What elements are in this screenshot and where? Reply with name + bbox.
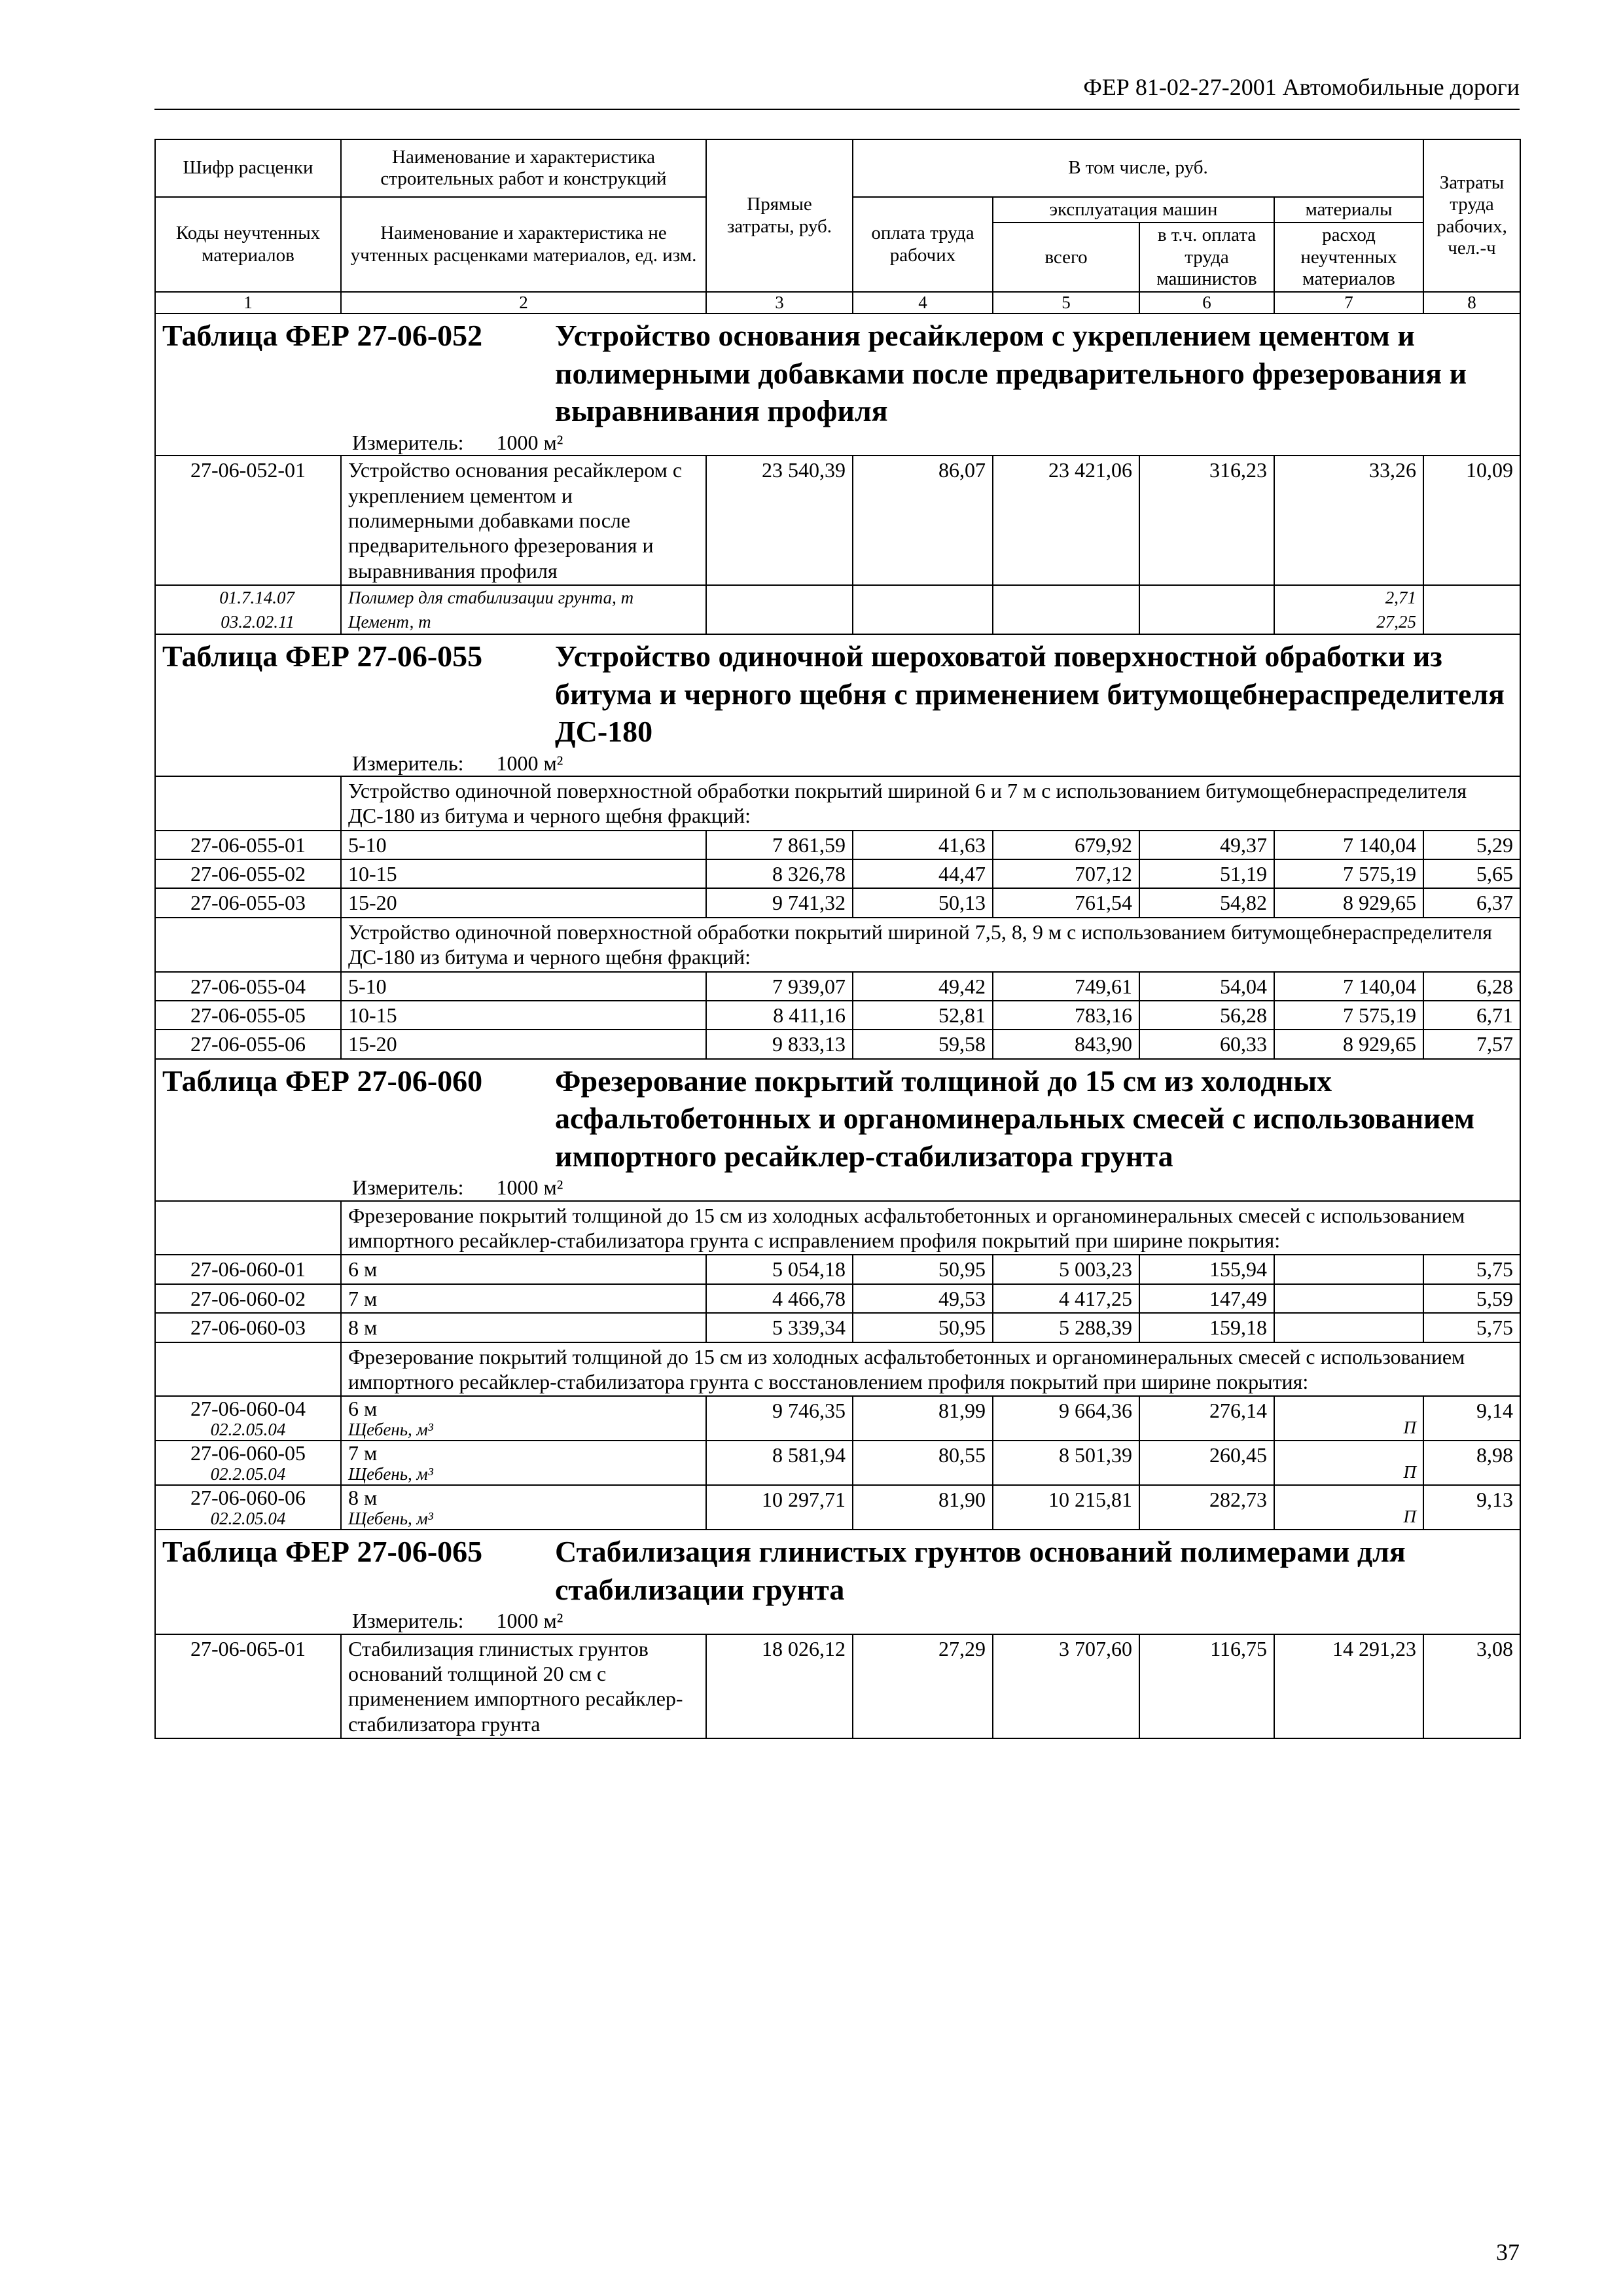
direct-cost: 8 411,16: [706, 1001, 853, 1030]
rate-name: 15-20: [341, 1030, 706, 1058]
group-row: [155, 776, 1520, 831]
head-col8: Затраты труда рабочих, чел.-ч: [1423, 139, 1520, 292]
material-qty: 27,25: [1274, 610, 1423, 634]
section-title: Устройство одиночной шероховатой поверхностной обработки из битума и черного щебня с применением битумощебнераспределителя ДС-180: [555, 639, 1505, 748]
labor-hours: 9,14: [1423, 1396, 1520, 1441]
machine-cost: 761,54: [993, 888, 1139, 917]
labor-cost: 50,13: [853, 888, 993, 917]
rate-name: 6 м: [341, 1255, 706, 1283]
direct-cost: 5 339,34: [706, 1313, 853, 1342]
labor-cost: 50,95: [853, 1313, 993, 1342]
rate-name: 15-20: [341, 888, 706, 917]
labor-cost: 52,81: [853, 1001, 993, 1030]
table-row: [155, 1030, 1520, 1058]
material-cost: [1274, 1284, 1423, 1313]
machinist-cost: 147,49: [1139, 1284, 1274, 1313]
labor-hours: 5,75: [1423, 1255, 1520, 1283]
machine-cost: 10 215,81: [993, 1485, 1139, 1530]
machinist-cost: 276,14: [1139, 1396, 1274, 1441]
section-header: [155, 314, 1520, 456]
table-row: [155, 1001, 1520, 1030]
labor-hours: 8,98: [1423, 1441, 1520, 1485]
rate-name: 6 м: [348, 1397, 378, 1421]
colnum-5: 5: [993, 292, 1139, 314]
table-row: [155, 1441, 1520, 1485]
head-col3: Прямые затраты, руб.: [706, 139, 853, 292]
section-name: Таблица ФЕР 27-06-065: [162, 1535, 483, 1569]
machinist-cost: 54,82: [1139, 888, 1274, 917]
rate-code: 27-06-055-04: [155, 972, 341, 1001]
rate-code: 27-06-060-05: [190, 1441, 306, 1465]
measure-value: 1000 м²: [496, 430, 563, 454]
machine-cost: 23 421,06: [993, 456, 1139, 585]
labor-cost: 49,42: [853, 972, 993, 1001]
table-row: [155, 1255, 1520, 1283]
machinist-cost: 49,37: [1139, 831, 1274, 859]
rate-code: 27-06-055-01: [155, 831, 341, 859]
direct-cost: 9 833,13: [706, 1030, 853, 1058]
machine-cost: 749,61: [993, 972, 1139, 1001]
material-qty: П: [1403, 1462, 1416, 1482]
direct-cost: 7 939,07: [706, 972, 853, 1001]
labor-hours: 5,65: [1423, 859, 1520, 888]
section-title: Стабилизация глинистых грунтов оснований полимерами для стабилизации грунта: [555, 1535, 1406, 1606]
labor-hours: 6,28: [1423, 972, 1520, 1001]
labor-hours: 10,09: [1423, 456, 1520, 585]
rate-name: Устройство основания ресайклером с укреплением цементом и полимерными добавками после предварительного фрезерования и выравнивания профиля: [341, 456, 706, 585]
group-row: [155, 1201, 1520, 1255]
material-code: 03.2.02.11: [155, 610, 341, 634]
header-rule: [154, 109, 1520, 110]
machinist-cost: 54,04: [1139, 972, 1274, 1001]
direct-cost: 18 026,12: [706, 1634, 853, 1739]
machine-cost: 679,92: [993, 831, 1139, 859]
labor-hours: 5,75: [1423, 1313, 1520, 1342]
material-row: [155, 585, 1520, 609]
direct-cost: 4 466,78: [706, 1284, 853, 1313]
material-cost: 33,26: [1274, 456, 1423, 585]
table-row: [155, 456, 1520, 585]
material-cost: 8 929,65: [1274, 888, 1423, 917]
material-name: Щебень, м³: [348, 1463, 433, 1484]
measure-label: Измеритель:: [352, 430, 464, 454]
table-row: [155, 1634, 1520, 1739]
section-title: Устройство основания ресайклером с укреплением цементом и полимерными добавками после предварительного фрезерования и выравнивания профиля: [555, 319, 1467, 428]
measure-label: Измеритель:: [352, 1609, 464, 1633]
rate-name: 7 м: [348, 1441, 378, 1465]
rate-name: 10-15: [341, 1001, 706, 1030]
rate-code: 27-06-060-02: [155, 1284, 341, 1313]
labor-hours: 6,37: [1423, 888, 1520, 917]
measure: [162, 751, 1513, 776]
table-row: [155, 972, 1520, 1001]
material-cost: 14 291,23: [1274, 1634, 1423, 1739]
measure-value: 1000 м²: [496, 1609, 563, 1633]
material-qty: 2,71: [1274, 585, 1423, 609]
section-name: Таблица ФЕР 27-06-055: [162, 639, 483, 673]
colnum-7: 7: [1274, 292, 1423, 314]
rate-name: 5-10: [341, 972, 706, 1001]
rate-code: 27-06-055-06: [155, 1030, 341, 1058]
group-description: Устройство одиночной поверхностной обработки покрытий шириной 6 и 7 м с использованием битумощебнераспределителя ДС-180 из битума и черного щебня фракций:: [341, 776, 1520, 831]
material-name: Цемент, т: [341, 610, 706, 634]
rate-code: 27-06-065-01: [155, 1634, 341, 1739]
material-code: 02.2.05.04: [210, 1463, 286, 1484]
labor-cost: 80,55: [853, 1441, 993, 1485]
direct-cost: 5 054,18: [706, 1255, 853, 1283]
labor-cost: 81,90: [853, 1485, 993, 1530]
group-description: Фрезерование покрытий толщиной до 15 см из холодных асфальтобетонных и органоминеральных смесей с использованием импортного ресайклер-стабилизатора грунта с исправлением профиля покрытий при ширине покрытия:: [341, 1201, 1520, 1255]
colnum-3: 3: [706, 292, 853, 314]
measure: [162, 1608, 1513, 1633]
machine-cost: 5 288,39: [993, 1313, 1139, 1342]
rate-code: 27-06-060-06: [190, 1486, 306, 1510]
measure-label: Измеритель:: [352, 751, 464, 775]
labor-hours: 5,29: [1423, 831, 1520, 859]
machinist-cost: 60,33: [1139, 1030, 1274, 1058]
machine-cost: 4 417,25: [993, 1284, 1139, 1313]
material-row: [155, 610, 1520, 634]
material-cost: 7 575,19: [1274, 859, 1423, 888]
material-cost: 7 140,04: [1274, 972, 1423, 1001]
group-description: Устройство одиночной поверхностной обработки покрытий шириной 7,5, 8, 9 м с использованием битумощебнераспределителя ДС-180 из битума и черного щебня фракций:: [341, 918, 1520, 972]
machine-cost: 843,90: [993, 1030, 1139, 1058]
rate-name: 8 м: [341, 1313, 706, 1342]
machinist-cost: 260,45: [1139, 1441, 1274, 1485]
table-row: [155, 1485, 1520, 1530]
measure: [162, 430, 1513, 455]
machine-cost: 3 707,60: [993, 1634, 1139, 1739]
colnum-8: 8: [1423, 292, 1520, 314]
measure-value: 1000 м²: [496, 751, 563, 775]
labor-cost: 44,47: [853, 859, 993, 888]
rates-table: [154, 139, 1521, 1739]
table-head-row-1: [155, 139, 1520, 197]
machine-cost: 8 501,39: [993, 1441, 1139, 1485]
direct-cost: 8 326,78: [706, 859, 853, 888]
material-cost: 7 575,19: [1274, 1001, 1423, 1030]
material-cost: 7 140,04: [1274, 831, 1423, 859]
head-incl: В том числе, руб.: [853, 139, 1423, 197]
colnum-1: 1: [155, 292, 341, 314]
machinist-cost: 159,18: [1139, 1313, 1274, 1342]
material-cost: [1274, 1313, 1423, 1342]
rate-code: 27-06-055-03: [155, 888, 341, 917]
material-name: Щебень, м³: [348, 1508, 433, 1528]
machine-cost: 5 003,23: [993, 1255, 1139, 1283]
labor-cost: 59,58: [853, 1030, 993, 1058]
direct-cost: 8 581,94: [706, 1441, 853, 1485]
measure-value: 1000 м²: [496, 1175, 563, 1200]
colnum-2: 2: [341, 292, 706, 314]
head-machines: эксплуатация машин: [993, 197, 1274, 223]
column-numbers-row: [155, 292, 1520, 314]
labor-hours: 3,08: [1423, 1634, 1520, 1739]
rate-name: 10-15: [341, 859, 706, 888]
machinist-cost: 282,73: [1139, 1485, 1274, 1530]
material-qty: П: [1403, 1417, 1416, 1437]
rate-code: 27-06-055-02: [155, 859, 341, 888]
table-row: [155, 1284, 1520, 1313]
machinist-cost: 51,19: [1139, 859, 1274, 888]
machine-cost: 783,16: [993, 1001, 1139, 1030]
material-qty: П: [1403, 1506, 1416, 1526]
section-title: Фрезерование покрытий толщиной до 15 см из холодных асфальтобетонных и органоминеральных смесей с использованием импортного ресайклер-стабилизатора грунта: [555, 1064, 1475, 1173]
direct-cost: 9 746,35: [706, 1396, 853, 1441]
section-name: Таблица ФЕР 27-06-052: [162, 319, 483, 353]
material-cost: 8 929,65: [1274, 1030, 1423, 1058]
material-name: Полимер для стабилизации грунта, т: [341, 585, 706, 609]
material-name: Щебень, м³: [348, 1420, 433, 1440]
labor-hours: 6,71: [1423, 1001, 1520, 1030]
machinist-cost: 56,28: [1139, 1001, 1274, 1030]
direct-cost: 23 540,39: [706, 456, 853, 585]
head-col5: всего: [993, 223, 1139, 292]
colnum-4: 4: [853, 292, 993, 314]
rate-code: 27-06-060-04: [190, 1397, 306, 1421]
table-row: [155, 831, 1520, 859]
table-row: [155, 888, 1520, 917]
head-col2-bottom: Наименование и характеристика не учтенных расценками материалов, ед. изм.: [341, 197, 706, 292]
material-cost: [1274, 1255, 1423, 1283]
table-row: [155, 859, 1520, 888]
measure-label: Измеритель:: [352, 1175, 464, 1200]
group-description: Фрезерование покрытий толщиной до 15 см из холодных асфальтобетонных и органоминеральных смесей с использованием импортного ресайклер-стабилизатора грунта с восстановлением профиля покрытий при ширине покрытия:: [341, 1342, 1520, 1397]
section-header: [155, 634, 1520, 776]
colnum-6: 6: [1139, 292, 1274, 314]
material-code: 02.2.05.04: [210, 1508, 286, 1528]
group-row: [155, 1342, 1520, 1397]
head-col7: расход неучтенных материалов: [1274, 223, 1423, 292]
direct-cost: 7 861,59: [706, 831, 853, 859]
labor-hours: 9,13: [1423, 1485, 1520, 1530]
machinist-cost: 316,23: [1139, 456, 1274, 585]
machinist-cost: 155,94: [1139, 1255, 1274, 1283]
head-materials: материалы: [1274, 197, 1423, 223]
labor-cost: 27,29: [853, 1634, 993, 1739]
rate-name: Стабилизация глинистых грунтов оснований толщиной 20 см с применением импортного ресайклер-стабилизатора грунта: [341, 1634, 706, 1739]
head-col6: в т.ч. оплата труда машинистов: [1139, 223, 1274, 292]
material-code: 01.7.14.07: [155, 585, 341, 609]
head-col2-top: Наименование и характеристика строительных работ и конструкций: [341, 139, 706, 197]
machinist-cost: 116,75: [1139, 1634, 1274, 1739]
head-col1-top: Шифр расценки: [155, 139, 341, 197]
labor-cost: 81,99: [853, 1396, 993, 1441]
labor-hours: 7,57: [1423, 1030, 1520, 1058]
labor-cost: 86,07: [853, 456, 993, 585]
rate-name: 8 м: [348, 1486, 378, 1510]
section-header: [155, 1059, 1520, 1201]
rate-name: 5-10: [341, 831, 706, 859]
measure: [162, 1175, 1513, 1200]
section-header: [155, 1530, 1520, 1634]
machine-cost: 707,12: [993, 859, 1139, 888]
table-row: [155, 1313, 1520, 1342]
group-row: [155, 918, 1520, 972]
machine-cost: 9 664,36: [993, 1396, 1139, 1441]
rate-code: 27-06-060-01: [155, 1255, 341, 1283]
document-header-title: ФЕР 81-02-27-2001 Автомобильные дороги: [1083, 74, 1520, 100]
material-code: 02.2.05.04: [210, 1420, 286, 1440]
rate-code: 27-06-055-05: [155, 1001, 341, 1030]
section-name: Таблица ФЕР 27-06-060: [162, 1064, 483, 1098]
labor-cost: 49,53: [853, 1284, 993, 1313]
head-col1-bottom: Коды неучтенных материалов: [155, 197, 341, 292]
labor-cost: 41,63: [853, 831, 993, 859]
direct-cost: 9 741,32: [706, 888, 853, 917]
labor-hours: 5,59: [1423, 1284, 1520, 1313]
rate-name: 7 м: [341, 1284, 706, 1313]
labor-cost: 50,95: [853, 1255, 993, 1283]
table-row: [155, 1396, 1520, 1441]
head-col4: оплата труда рабочих: [853, 197, 993, 292]
page-number: 37: [1496, 2239, 1520, 2265]
direct-cost: 10 297,71: [706, 1485, 853, 1530]
rate-code: 27-06-052-01: [155, 456, 341, 585]
rate-code: 27-06-060-03: [155, 1313, 341, 1342]
